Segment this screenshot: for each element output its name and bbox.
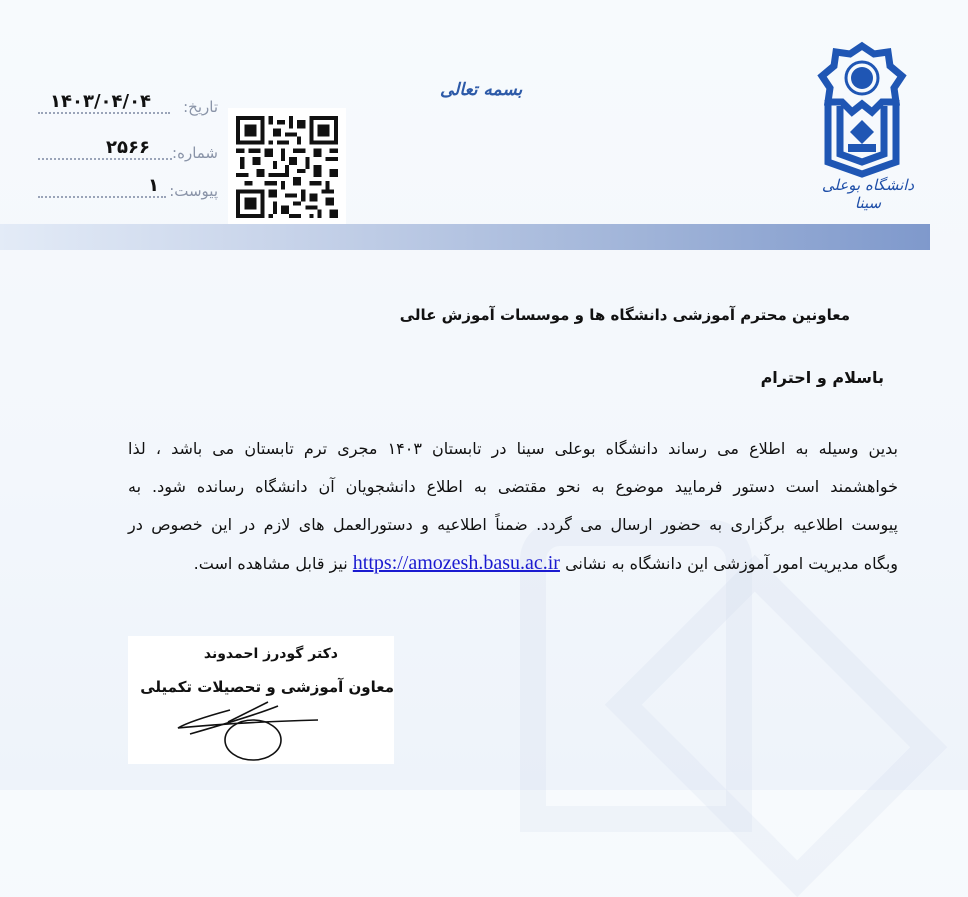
attachment-field xyxy=(38,175,218,202)
education-website-link[interactable]: https://amozesh.basu.ac.ir xyxy=(352,552,560,574)
number-field xyxy=(38,137,218,164)
dotted-line xyxy=(38,112,170,114)
attachment-label: پیوست: xyxy=(169,182,218,200)
invocation-text: بسمه تعالی xyxy=(440,80,523,100)
university-logo-icon xyxy=(812,40,912,180)
salutation: باسلام و احترام xyxy=(760,368,884,387)
attachment-value: ۱ xyxy=(148,175,159,196)
date-label: تاریخ: xyxy=(183,98,218,116)
handwritten-signature-icon xyxy=(168,696,328,766)
signatory-name: دکتر گودرز احمدوند xyxy=(203,646,338,662)
signatory-title: معاون آموزشی و تحصیلات تکمیلی xyxy=(140,678,394,696)
qr-code-icon xyxy=(228,108,346,226)
number-label: شماره: xyxy=(172,144,218,162)
addressee: معاونین محترم آموزشی دانشگاه ها و موسسات آموزش عالی xyxy=(399,306,850,324)
body-line: بدین وسیله به اطلاع می رساند دانشگاه بوعلی سینا در تابستان ۱۴۰۳ مجری ترم تابستان می باشد ، لذا xyxy=(128,439,899,458)
university-name: دانشگاه بوعلی سینا xyxy=(821,176,915,212)
number-value: ۲۵۶۶ xyxy=(106,137,150,158)
body-text-after-link: نیز قابل مشاهده است. xyxy=(193,554,348,573)
body-text-before-link: وبگاه مدیریت امور آموزشی این دانشگاه به نشانی xyxy=(565,554,898,573)
body-line: خواهشمند است دستور فرمایید موضوع به نحو مقتضی به اطلاع دانشجویان آن دانشگاه رسانده شود. به xyxy=(128,477,898,496)
dotted-line xyxy=(38,158,172,160)
date-field xyxy=(38,91,218,118)
signature-block xyxy=(128,636,394,764)
body-line-with-link xyxy=(128,544,898,583)
date-value: ۱۴۰۳/۰۴/۰۴ xyxy=(50,91,152,112)
dotted-line xyxy=(38,196,166,198)
letter-body xyxy=(128,430,898,583)
header-divider-bar xyxy=(0,224,930,250)
body-line: پیوست اطلاعیه برگزاری به حضور ارسال می گردد. ضمناً اطلاعیه و دستورالعمل های لازم در این خصوص در xyxy=(128,515,898,534)
